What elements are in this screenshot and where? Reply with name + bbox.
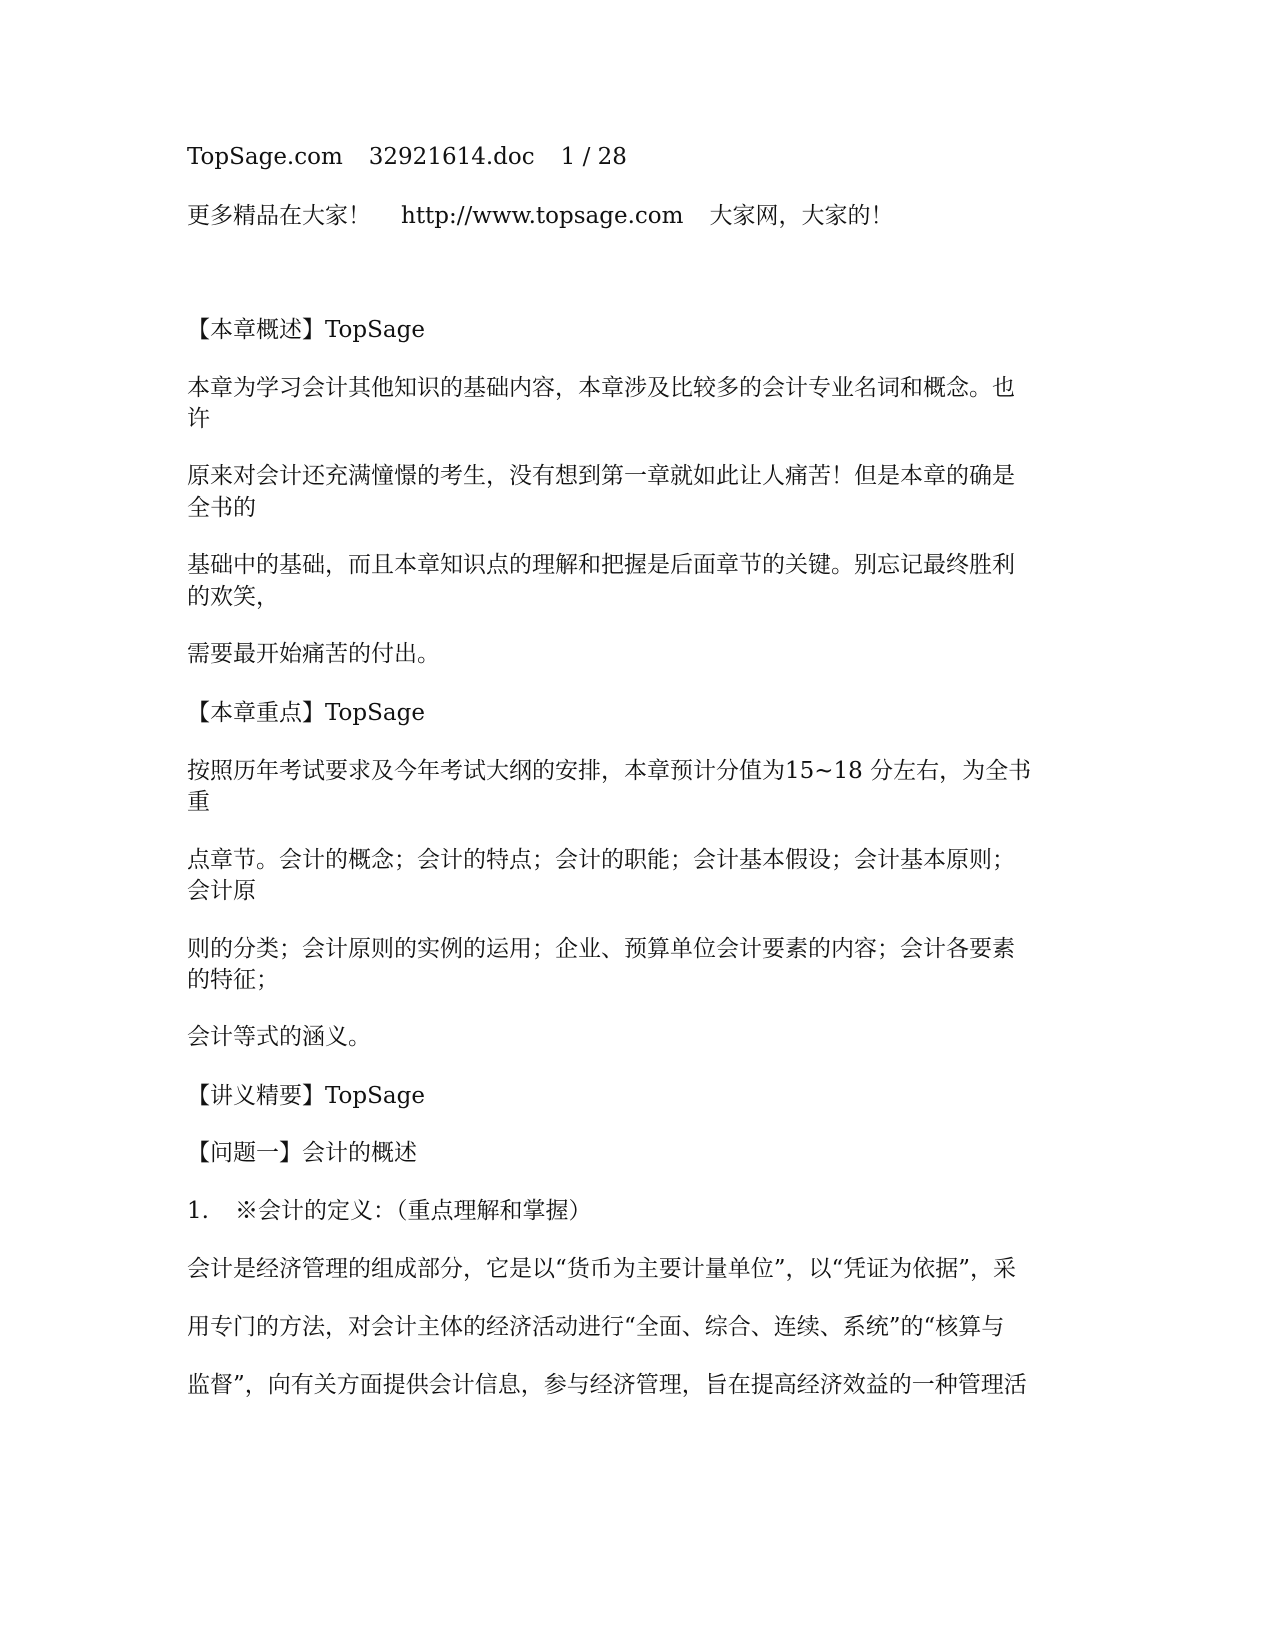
key-points-line: 按照历年考试要求及今年考试大纲的安排，本章预计分值为15~18 分左右，为全书 [187, 758, 1032, 784]
overview-line: 许 [187, 406, 210, 432]
key-points-line: 则的分类；会计原则的实例的运用；企业、预算单位会计要素的内容；会计各要素 [187, 936, 1015, 962]
page-indicator: 1 / 28 [560, 144, 627, 170]
doc-header [187, 142, 1087, 173]
item-number: 1. [187, 1198, 209, 1224]
overview-line: 的欢笑， [187, 584, 279, 610]
question-heading: 【问题一】会计的概述 [187, 1140, 417, 1166]
overview-line: 需要最开始痛苦的付出。 [187, 641, 440, 667]
definition-body-line: 监督”，向有关方面提供会计信息，参与经济管理，旨在提高经济效益的一种管理活 [187, 1372, 1027, 1398]
overview-line: 全书的 [187, 495, 256, 521]
definition-body-line: 用专门的方法，对会计主体的经济活动进行“全面、综合、连续、系统”的“核算与 [187, 1314, 1005, 1340]
file-name: 32921614.doc [368, 144, 535, 170]
overview-line: 本章为学习会计其他知识的基础内容，本章涉及比较多的会计专业名词和概念。也 [187, 375, 1015, 401]
item-title: ※会计的定义：（重点理解和掌握） [234, 1198, 592, 1224]
definition-body-line: 会计是经济管理的组成部分，它是以“货币为主要计量单位”，以“凭证为依据”，采 [187, 1256, 1017, 1282]
site-url-link[interactable]: http://www.topsage.com [401, 203, 684, 229]
overview-line: 基础中的基础，而且本章知识点的理解和把握是后面章节的关键。别忘记最终胜利 [187, 552, 1015, 578]
overview-heading: 【本章概述】TopSage [187, 317, 425, 343]
key-points-heading: 【本章重点】TopSage [187, 700, 425, 726]
site-name: TopSage.com [187, 144, 343, 170]
definition-item [187, 1196, 1087, 1227]
slogan-text: 大家网，大家的！ [709, 203, 894, 229]
promo-line [187, 201, 1087, 232]
key-points-line: 会计等式的涵义。 [187, 1024, 371, 1050]
key-points-line: 的特征； [187, 967, 279, 993]
key-points-line: 重 [187, 789, 210, 815]
key-points-line: 点章节。会计的概念；会计的特点；会计的职能；会计基本假设；会计基本原则； [187, 847, 1015, 873]
overview-line: 原来对会计还充满憧憬的考生，没有想到第一章就如此让人痛苦！但是本章的确是 [187, 463, 1015, 489]
key-points-line: 会计原 [187, 878, 256, 904]
lecture-heading: 【讲义精要】TopSage [187, 1083, 425, 1109]
promo-text: 更多精品在大家！ [187, 203, 371, 229]
